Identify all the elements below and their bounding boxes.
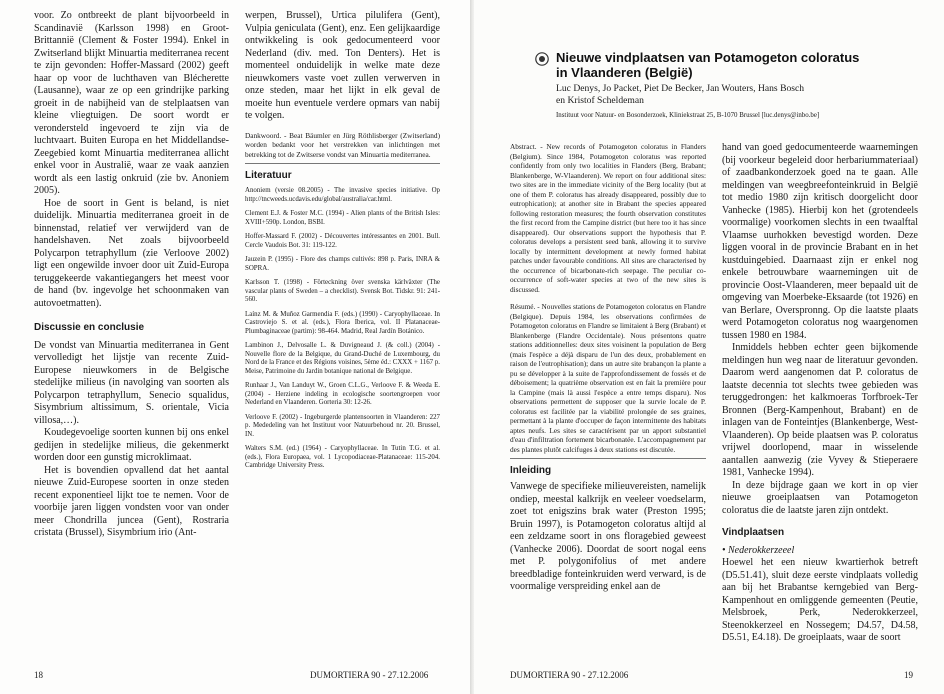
left-column-1 [34,10,229,650]
reference-item: Hoffer-Massard F. (2002) - Découvertes intéressantes en 2001. Bull. Cercle Vaudois Bot. 31: 119-122. [245,233,440,249]
authors-line: en Kristof Scheldeman [556,95,644,106]
reference-item: Verloove F. (2002) - Ingeburgerde plantensoorten in Vlaanderen: 227 p. Mededeling van het Instituut voor Natuurbehoud nr. 20. Brussel, IN. [245,413,440,438]
paragraph: In deze bijdrage gaan we kort in op vier nieuwe groeiplaatsen van Potamogeton coloratus die de laatste jaren zijn ontdekt. [722,479,918,516]
site-subheading: • Nederokkerzeeel [722,544,795,556]
section-heading-discussion: Discussie en conclusie [34,322,145,333]
paragraph: Inmiddels hebben echter geen bijkomende meldingen hun weg naar de literatuur gevonden. Daarom werd aangenomen dat P. coloratus de laatste decennia tot slechts twee gebieden was teruggedrongen: het kalkmoeras Torfbroek-Ter Bronnen (Berg-Kampenhout, Brabant) en de inlagen van de Fonteintjes (Blankenberge, West-Vlaanderen). Op beide plaatsen was P. coloratus vrijwel doorlopend, maar in wisselende aantallen aanwezig (zie Vyvey & Stieperaere 1981, Vanhecke 1994). [722,342,918,478]
running-footer: DUMORTIERA 90 - 27.12.2006 [310,670,429,680]
reference-item: Anoniem (versie 08.2005) - The invasive species initiative. Op http://tncweeds.ucdavis.edu/global/australia/car.html. [245,187,440,203]
title-line: in Vlaanderen (België) [556,65,693,80]
paragraph: Hoewel het een nieuw kwartierhok betreft (D5.51.41), sluit deze eerste vindplaats volledig aan bij het Brabantse kerngebied van Berg-Kampenhout en omliggende gemeenten (Peutie, Melsbroek, Perk, Nederokkerzeel, Steenokkerzeel en Nossegem; D4.57, D4.58, D5.51, E4.18). De groeiplaats, waar de soort [722,557,918,643]
paragraph: Hoe de soort in Gent is beland, is niet duidelijk. Minuartia mediterranea groeit in de binnenstad, relatief ver verwijderd van de handelshaven. Net zoals bijvoorbeeld Polycarpon tetraphyllum (zie Verloove 2002) ligt een ongewilde invoer door uit Zuid-Europa teruggekeerde vakantiegangers het meest voor de hand (bv. ingevolge het schoonmaken van autovoetmatten). [34,197,229,309]
institution: Instituut voor Natuur- en Bosonderzoek, Kliniekstraat 25, B-1070 Brussel [luc.denys@inbo.be] [556,112,820,119]
section-heading-literature: Literatuur [245,170,292,181]
reference-item: Laínz M. & Muñoz Garmendia F. (eds.) (1990) - Caryophyllaceae. In Castroviejo S. et al. (eds.), Flora Iberica, vol. II Platanaceae-Plumbaginaceae (partim): 98-464. Madrid, Real Jardín Botánico. [245,310,440,335]
page-number: 19 [904,670,913,680]
paragraph: Het is bovendien opvallend dat het aantal nieuwe Zuid-Europese soorten in onze steden recent exponentieel lijkt toe te nemen. Voor de voorbije jaren liggen vondsten voor van onder meer Chondrilla juncea (Gent), Rostraria cristata (Brussel), Sisymbrium irio (Ant- [34,464,229,538]
reference-item: Lambinon J., Delvosalle L. & Duvigneaud J. (& coll.) (2004) - Nouvelle flore de la Belgique, du Grand-Duché de Luxembourg, du Nord de la France et des Régions voisines, 5ème éd.: CXXX + 1167 p. Meise, Patrimoine du Jardin botanique national de Belgique. [245,342,440,375]
right-column-1 [510,142,706,652]
running-footer: DUMORTIERA 90 - 27.12.2006 [510,670,629,680]
reference-item: Clement E.J. & Foster M.C. (1994) - Alien plants of the British Isles: XVIII+590p. London, BSBI. [245,210,440,226]
paragraph: De vondst van Minuartia mediterranea in Gent vervolledigt het lijstje van recente Zuid-Europese nieuwkomers in de Belgische stedelijke milieus (in navolging van soorten als Polycarpon tetraphyllum, Senecio squalidus, Sisymbrium altissimum, S. orientale, Vicia villosa,…). [34,339,229,426]
reference-item: Runhaar J., Van Landuyt W., Groen C.L.G., Verloove F. & Weeda E. (2004) - Herziene indeling in ecologische soortengroepen voor Nederland en Vlaanderen. Gorteria 30: 12-26. [245,382,440,406]
left-column-2 [245,10,440,650]
section-heading-sites: Vindplaatsen [722,527,785,538]
abstract: Abstract. - New records of Potamogeton coloratus in Flanders (Belgium). Since 1984, Potamogeton coloratus was reported confidently from only two localities in Flanders (Berg, Brabant; Blankenberge, W-Vlaanderen). We report on four additional sites: two sites are in the immediate vicinity of the Berg locality (but at one of them P. coloratus has already disappeared, possibly due to eutrophication); at another site in Brabant the species appeared following restoration measures; the fourth observation constitutes the first record from the Campine district (but here too it has since disappeared). Our observations support the hypothesis that P. coloratus develops a persistent seed bank, allowing it to survive locally by intermittent development at newly formed habitat patches under favourable conditions. All sites are characterised by the occurrence of bicarbonate-rich seepage. The peculiar co-occurrence of soft-water species at two of the new sites is discussed. [510,142,706,294]
section-heading-introduction: Inleiding [510,465,552,476]
journal-emblem-icon [535,52,549,66]
reference-item: Jauzein P. (1995) - Flore des champs cultivés: 898 p. Paris, INRA & SOPRA. [245,256,440,272]
paragraph: Vanwege de specifieke milieuvereisten, namelijk ondiep, meestal kalkrijk en veeleer voedselarm, zoet tot enigszins brak water (Preston 1995; Bruin 1997), is Potamogeton coloratus altijd al een zeldzame soort in ons floragebied geweest (Vanhecke 2006). Doordat de soort nogal eens met P. polygonifolius of met andere breedbladige fonteinkruiden werd verward, is de voormalige verspreiding enkel aan de [510,481,706,592]
title-line: Nieuwe vindplaatsen van Potamogeton coloratus [556,50,860,65]
page-number: 18 [34,670,43,680]
divider [245,163,440,164]
article-title [556,50,916,80]
resume: Résumé. - Nouvelles stations de Potamogeton coloratus en Flandre (Belgique). Depuis 1984, les observations confirmées de Potamogeton coloratus en Flandre se limitaient à Berg (Brabant) et Blankenberge (Flandre Occidentale). Nous présentons quatre stations additionnelles: deux sites voisinent la population de Berg (mais l'espèce a déjà disparu de l'un des deux, probablement en raison de l'eutrophisation); dans un autre site brabançon la plante a pu se développer à la suite de l'approfondissement de fossés et de déboisement; la quatrième observation est en fait la première pour la Campine (mais là aussi l'espèce a entre temps disparu). Nos observations permettent de supposer que la survie locale de P. coloratus est facilitée par la viabilité prolongée de ses graines, permettant à la plante d'occuper de façon intermittente des habitats aptes neufs. Les sites se caractérisent par un apport substantiel d'eau d'infiltration fortement bicarbonatée. L'accompagnement par des plantes plutôt calcifuges à deux stations est discutée. [510,302,706,454]
paragraph: Koudegevoelige soorten kunnen bij ons enkel gedijen in stedelijke milieus, die gekenmerkt worden door een gunstig microklimaat. [34,427,229,463]
authors-line: Luc Denys, Jo Packet, Piet De Becker, Jan Wouters, Hans Bosch [556,83,805,94]
right-column-2 [722,142,918,652]
paragraph: werpen, Brussel), Urtica pilulifera (Gent), Vulpia geniculata (Gent), enz. Een gelijkaardige ontwikkeling is ook gedocumenteerd voor Nederland (div. med. Ton Denters). Het is momenteel onduidelijk in welke mate deze nieuwkomers vaste voet zullen verwerven in onze steden, maar het lijkt in elk geval de moeite hun eventuele verdere opmars van nabij te volgen. [245,10,440,121]
reference-item: Karlsson T. (1998) - Förteckning över svenska kärlväxter (The vascular plants of Sweden – a checklist). Svensk Bot. Tidskr. 91: 241-560. [245,279,440,303]
reference-list [245,187,440,471]
paragraph: voor. Zo ontbreekt de plant bijvoorbeeld in Scandinavië (Karlsson 1998) en Groot-Brittannië (Clement & Foster 1994). Enkel in Zwitserland blijkt Minuartia mediterranea recent te zijn gevonden: Hoffer-Massard (2002) geeft haar op voor de luchthaven van Blécherette (Lausanne), waar ze op een grindrijke parking groeit in de nabijheid van de stelplaatsen van kleine vliegtuigen. De soort wordt er verondersteld ingevoerd te zijn via de luchtvaart. Buiten Europa en het Middellandse-Zeegebied komt Minuartia mediterranea allicht enkel voor in Australië, waar ze vaak aanzien wordt als een lastig onkruid (zie bv. Anoniem 2005). [34,10,229,196]
author-list [556,83,926,107]
reference-item: Walters S.M. (ed.) (1964) - Caryophyllaceae. In Tutin T.G. et al. (eds.), Flora Europaea, vol. 1 Lycopodiaceae-Platanaceae: 115-204. Cambridge University Press. [245,445,440,469]
divider [510,458,706,459]
paragraph: hand van goed gedocumenteerde waarnemingen (bij voorkeur begeleid door herbariummateriaal) of zaadbankonderzoek goed na te gaan. Alle meldingen van weegbreefonteinkruid in België tot medio 1980 zijn kritisch doorgelicht door Vanhecke (1985). Hierbij kon het (grotendeels voormalige) voorkomen slechts in een twaalftal Vlaamse uurhokken bevestigd worden. Deze liggen vooral in de provincie Brabant en in het kustduingebied. Daarnaast zijn er enkel nog enkele betrouwbare waarnemingen uit de provincie Oost-Vlaanderen, meer bepaald uit de omgeving van Moerbeke-Eksaarde (tot 1926) en van Berlare, Overspronng. Op die laatste plaats werd Potamogeton coloratus nog waargenomen tussen 1980 en 1984. [722,142,918,341]
acknowledgements: Dankwoord. - Beat Bäumler en Jürg Röthlisberger (Zwitserland) worden bedankt voor het verstrekken van inlichtingen met betrekking tot de Zwitserse vondst van Minuartia mediterranea. [245,130,440,159]
